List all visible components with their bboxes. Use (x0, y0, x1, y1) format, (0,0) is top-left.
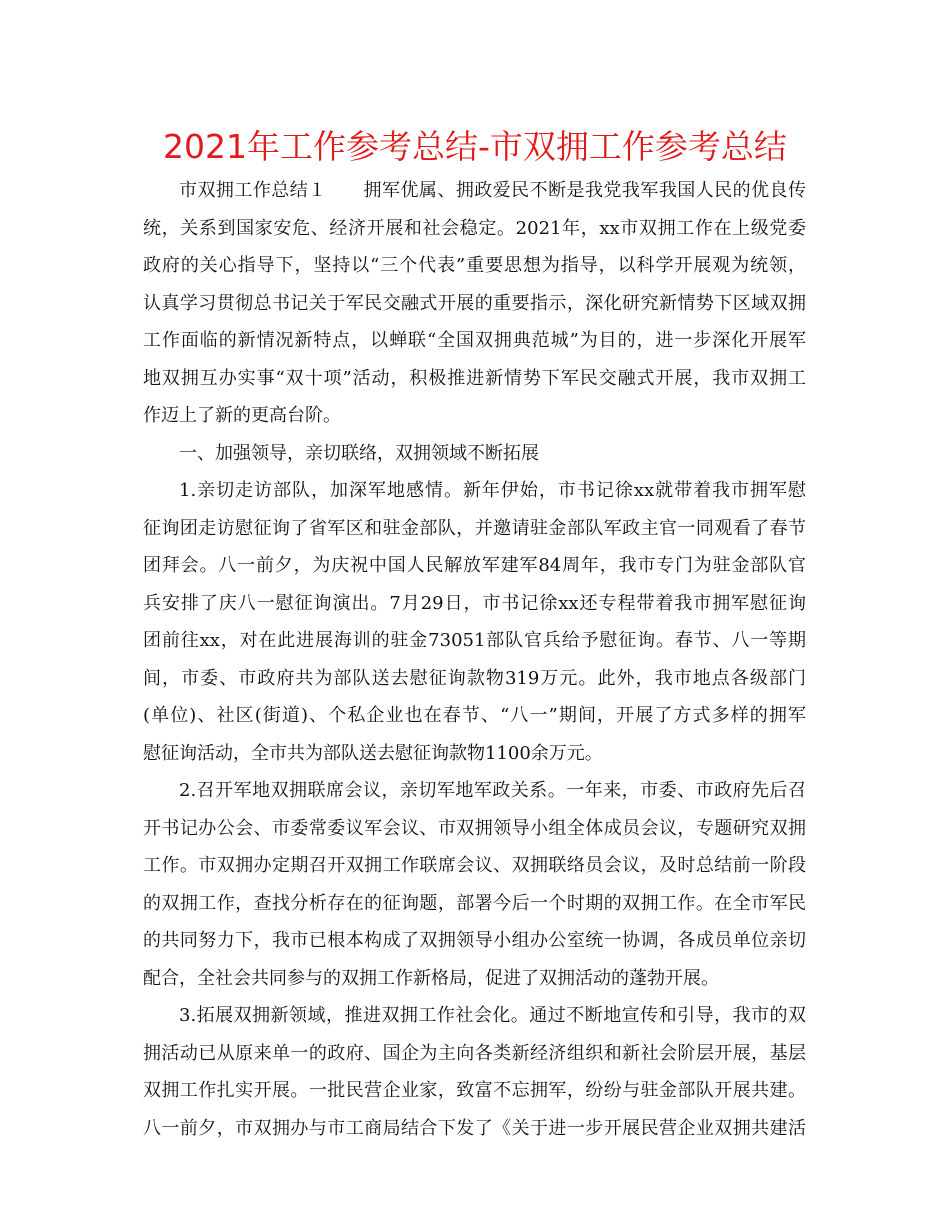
paragraph-3-line-6: 间，市委、市政府共为部队送去慰征询款物319万元。此外，我市地点各级部门 (143, 667, 806, 689)
paragraph-3-line-2: 征询团走访慰征询了省军区和驻金部队，并邀请驻金部队军政主官一同观看了春节 (143, 517, 806, 539)
paragraph-3-line-4: 兵安排了庆八一慰征询演出。7月29日，市书记徐xx还专程带着我市拥军慰征询 (143, 592, 806, 614)
paragraph-1-line-6: 地双拥互办实事“双十项”活动，积极推进新情势下军民交融式开展，我市双拥工 (143, 367, 806, 389)
paragraph-1-line-3: 政府的关心指导下，坚持以“三个代表”重要思想为指导，以科学开展观为统领， (143, 255, 806, 276)
paragraph-5-line-4: 八一前夕，市双拥办与市工商局结合下发了《关于进一步开展民营企业双拥共建活 (143, 1117, 806, 1139)
paragraph-4-line-2: 开书记办公会、市委常委议军会议、市双拥领导小组全体成员会议，专题研究双拥 (143, 817, 806, 839)
paragraph-4-line-3: 工作。市双拥办定期召开双拥工作联席会议、双拥联络员会议，及时总结前一阶段 (143, 855, 806, 876)
paragraph-5-line-1: 3.拓展双拥新领域，推进双拥工作社会化。通过不断地宣传和引导，我市的双 (179, 1005, 806, 1026)
paragraph-3-line-8: 慰征询活动，全市共为部队送去慰征询款物1100余万元。 (143, 742, 603, 764)
paragraph-5-line-3: 双拥工作扎实开展。一批民营企业家，致富不忘拥军，纷纷与驻金部队开展共建。 (143, 1080, 806, 1101)
paragraph-3-line-7: (单位)、社区(街道)、个私企业也在春节、“八一”期间，开展了方式多样的拥军 (143, 705, 806, 726)
document-title: 2021年工作参考总结-市双拥工作参考总结 (163, 127, 787, 166)
paragraph-5-line-2: 拥活动已从原来单一的政府、国企为主向各类新经济组织和新社会阶层开展，基层 (143, 1042, 806, 1064)
paragraph-1-line-2: 统，关系到国家安危、经济开展和社会稳定。2021年，xx市双拥工作在上级党委 (143, 217, 806, 239)
paragraph-4-line-5: 的共同努力下，我市已根本构成了双拥领导小组办公室统一协调，各成员单位亲切 (143, 930, 806, 951)
paragraph-1-line-5: 工作面临的新情况新特点，以蝉联“全国双拥典范城”为目的，进一步深化开展军 (143, 330, 806, 351)
paragraph-3-line-5: 团前往xx，对在此进展海训的驻金73051部队官兵给予慰征询。春节、八一等期 (143, 630, 806, 651)
section-heading-1: 一、加强领导，亲切联络，双拥领域不断拓展 (179, 442, 539, 464)
document-body (143, 172, 806, 1147)
paragraph-1-line-1: 市双拥工作总结１ 拥军优属、拥政爱民不断是我党我军我国人民的优良传 (179, 180, 806, 201)
paragraph-4-line-1: 2.召开军地双拥联席会议，亲切军地军政关系。一年来，市委、市政府先后召 (179, 780, 806, 801)
paragraph-1-line-7: 作迈上了新的更高台阶。 (143, 405, 341, 426)
paragraph-4-line-6: 配合，全社会共同参与的双拥工作新格局，促进了双拥活动的蓬勃开展。 (143, 967, 719, 989)
paragraph-1-line-4: 认真学习贯彻总书记关于军民交融式开展的重要指示，深化研究新情势下区域双拥 (143, 292, 806, 314)
paragraph-3-line-1: 1.亲切走访部队，加深军地感情。新年伊始，市书记徐xx就带着我市拥军慰 (179, 480, 806, 501)
paragraph-4-line-4: 的双拥工作，查找分析存在的征询题，部署今后一个时期的双拥工作。在全市军民 (143, 892, 806, 914)
paragraph-3-line-3: 团拜会。八一前夕，为庆祝中国人民解放军建军84周年，我市专门为驻金部队官 (143, 555, 806, 576)
